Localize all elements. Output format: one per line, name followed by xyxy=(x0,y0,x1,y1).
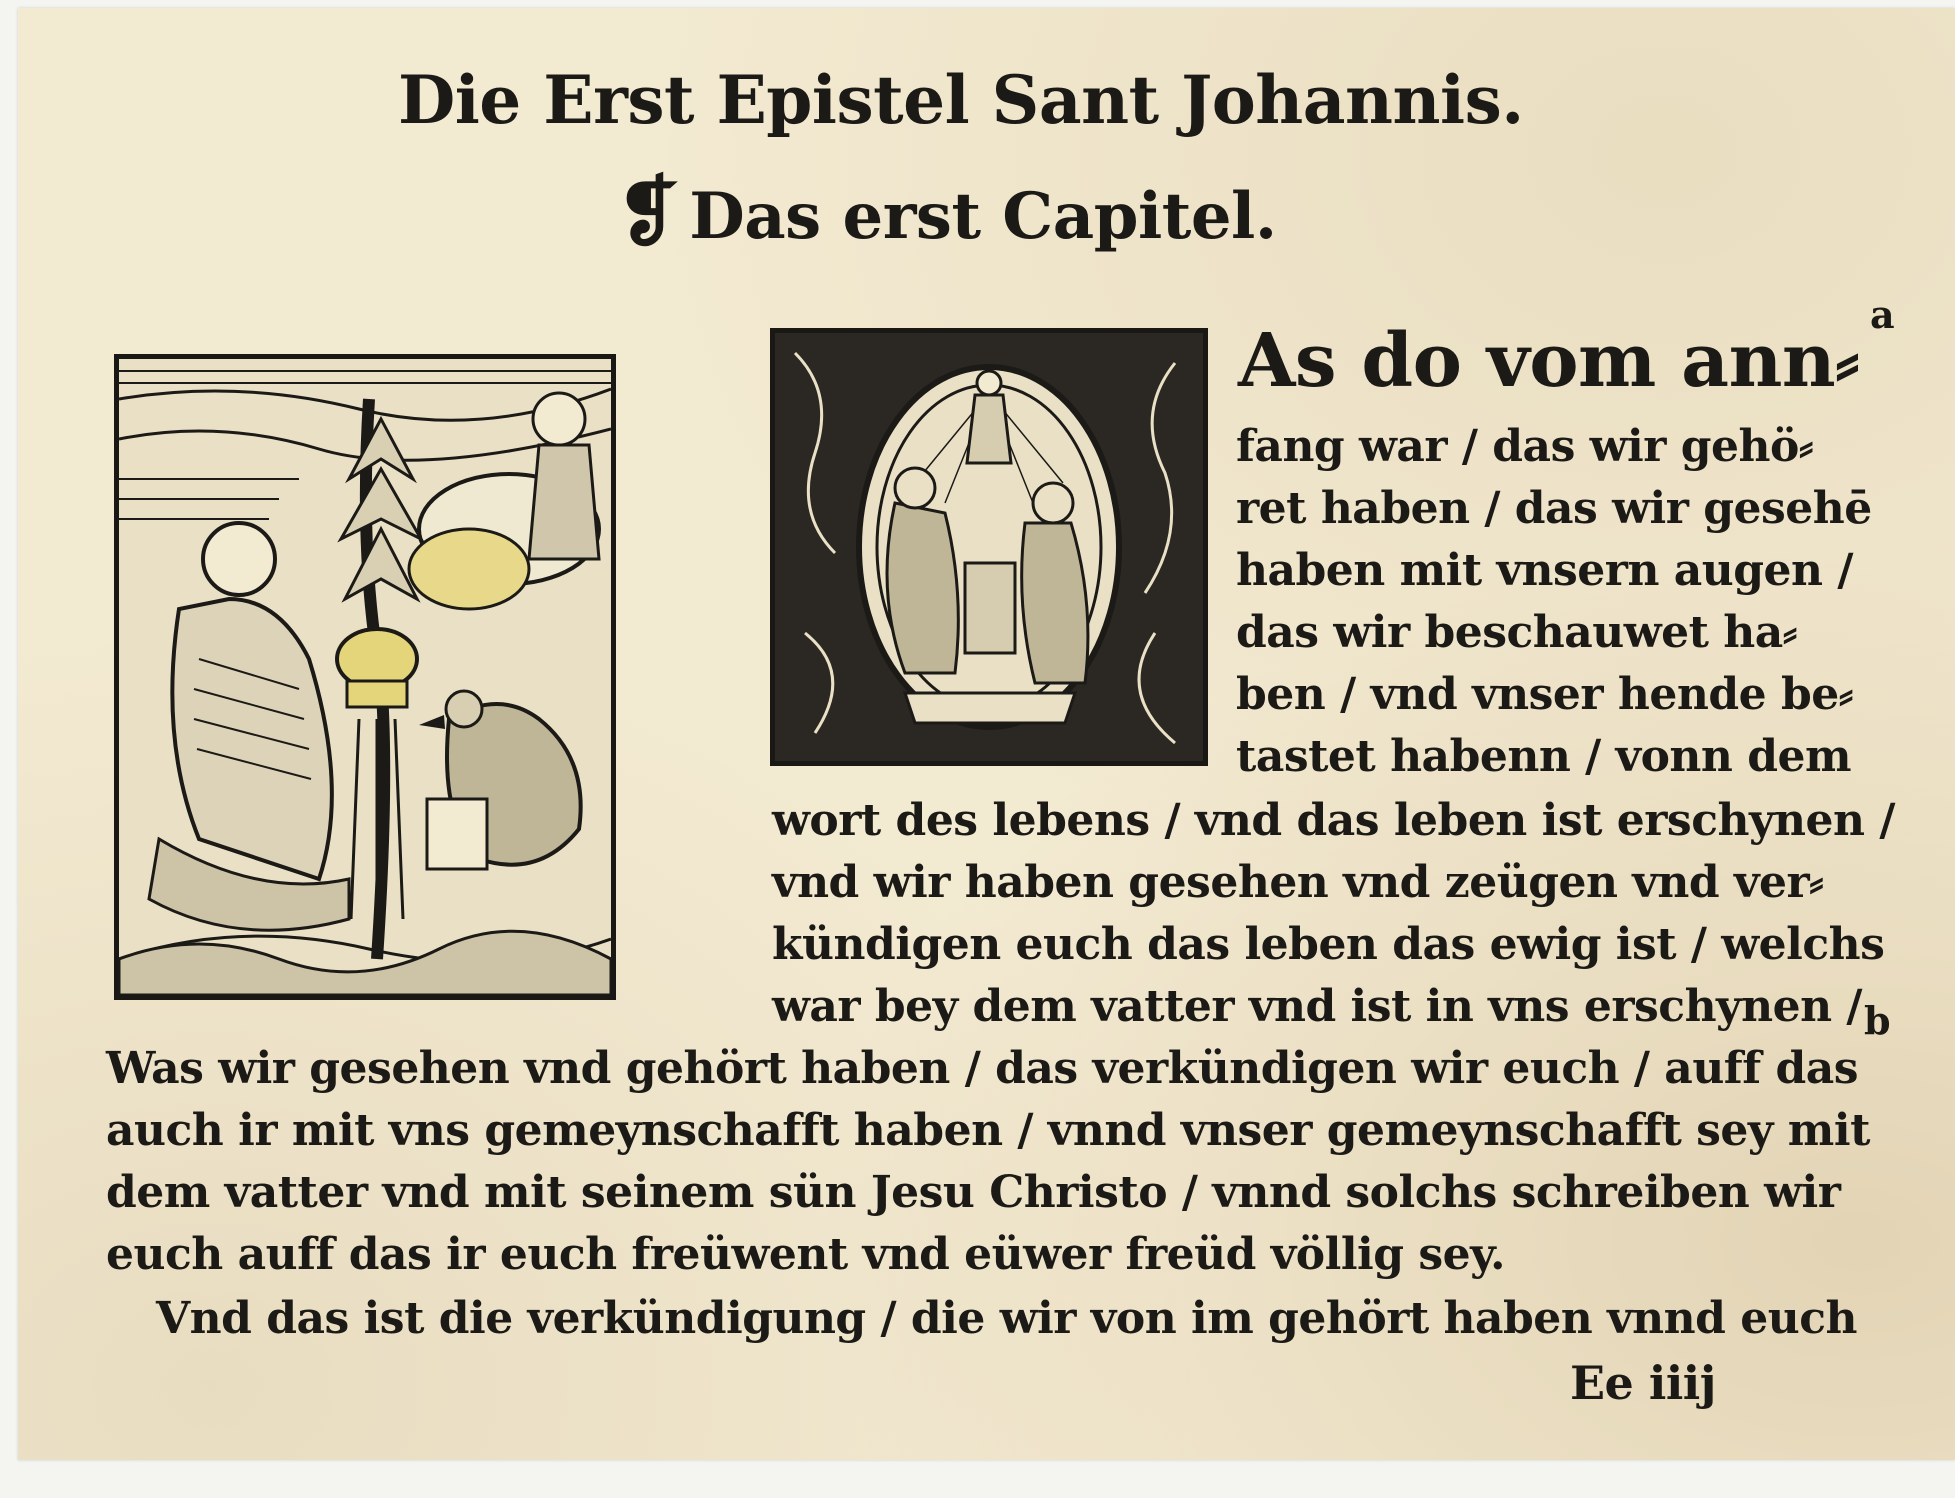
chapter-heading xyxy=(616,167,1416,257)
initial-d-illustration xyxy=(775,333,1203,761)
text-line: Was wir gesehen vnd gehört haben / das verkündigen wir euch / auff das xyxy=(106,1043,1859,1094)
text-line: ben / vnd vnser hende be⸗ xyxy=(1236,669,1853,720)
chapter-heading-text: Das erst Capitel. xyxy=(689,179,1277,254)
margin-letter-a: a xyxy=(1870,292,1895,337)
text-line: euch auff das ir euch freüwent vnd eüwer freüd völlig sey. xyxy=(106,1229,1505,1280)
text-line: haben mit vnsern augen / xyxy=(1236,545,1853,596)
pilcrow-icon: ❡ xyxy=(616,167,680,256)
text-line: Vnd das ist die verkündigung / die wir von im gehört haben vnnd euch xyxy=(156,1293,1857,1344)
text-line: wort des lebens / vnd das leben ist erschynen / xyxy=(772,795,1895,846)
text-line: ret haben / das wir gesehē xyxy=(1236,483,1872,534)
page-title: Die Erst Epistel Sant Johannis. xyxy=(398,61,1524,139)
text-line: war bey dem vatter vnd ist in vns erschynen / xyxy=(772,981,1862,1032)
st-john-illustration xyxy=(119,359,611,995)
signature-mark: Ee iiij xyxy=(1570,1356,1716,1410)
text-line: tastet habenn / vonn dem xyxy=(1236,731,1852,782)
text-line: vnd wir haben gesehen vnd zeügen vnd ver⸗ xyxy=(772,857,1824,908)
woodcut-initial-d xyxy=(770,328,1208,766)
book-page xyxy=(18,8,1955,1460)
margin-letter-b: b xyxy=(1864,998,1891,1043)
text-line: kündigen euch das leben das ewig ist / welchs xyxy=(772,919,1885,970)
text-line: auch ir mit vns gemeynschafft haben / vnnd vnser gemeynschafft sey mit xyxy=(106,1105,1870,1156)
opening-words: As do vom ann⸗ xyxy=(1238,318,1860,404)
text-line: dem vatter vnd mit seinem sün Jesu Christo / vnnd solchs schreiben wir xyxy=(106,1167,1841,1218)
text-line: fang war / das wir gehö⸗ xyxy=(1236,421,1813,472)
text-line: das wir beschauwet ha⸗ xyxy=(1236,607,1797,658)
woodcut-st-john-patmos xyxy=(114,354,616,1000)
